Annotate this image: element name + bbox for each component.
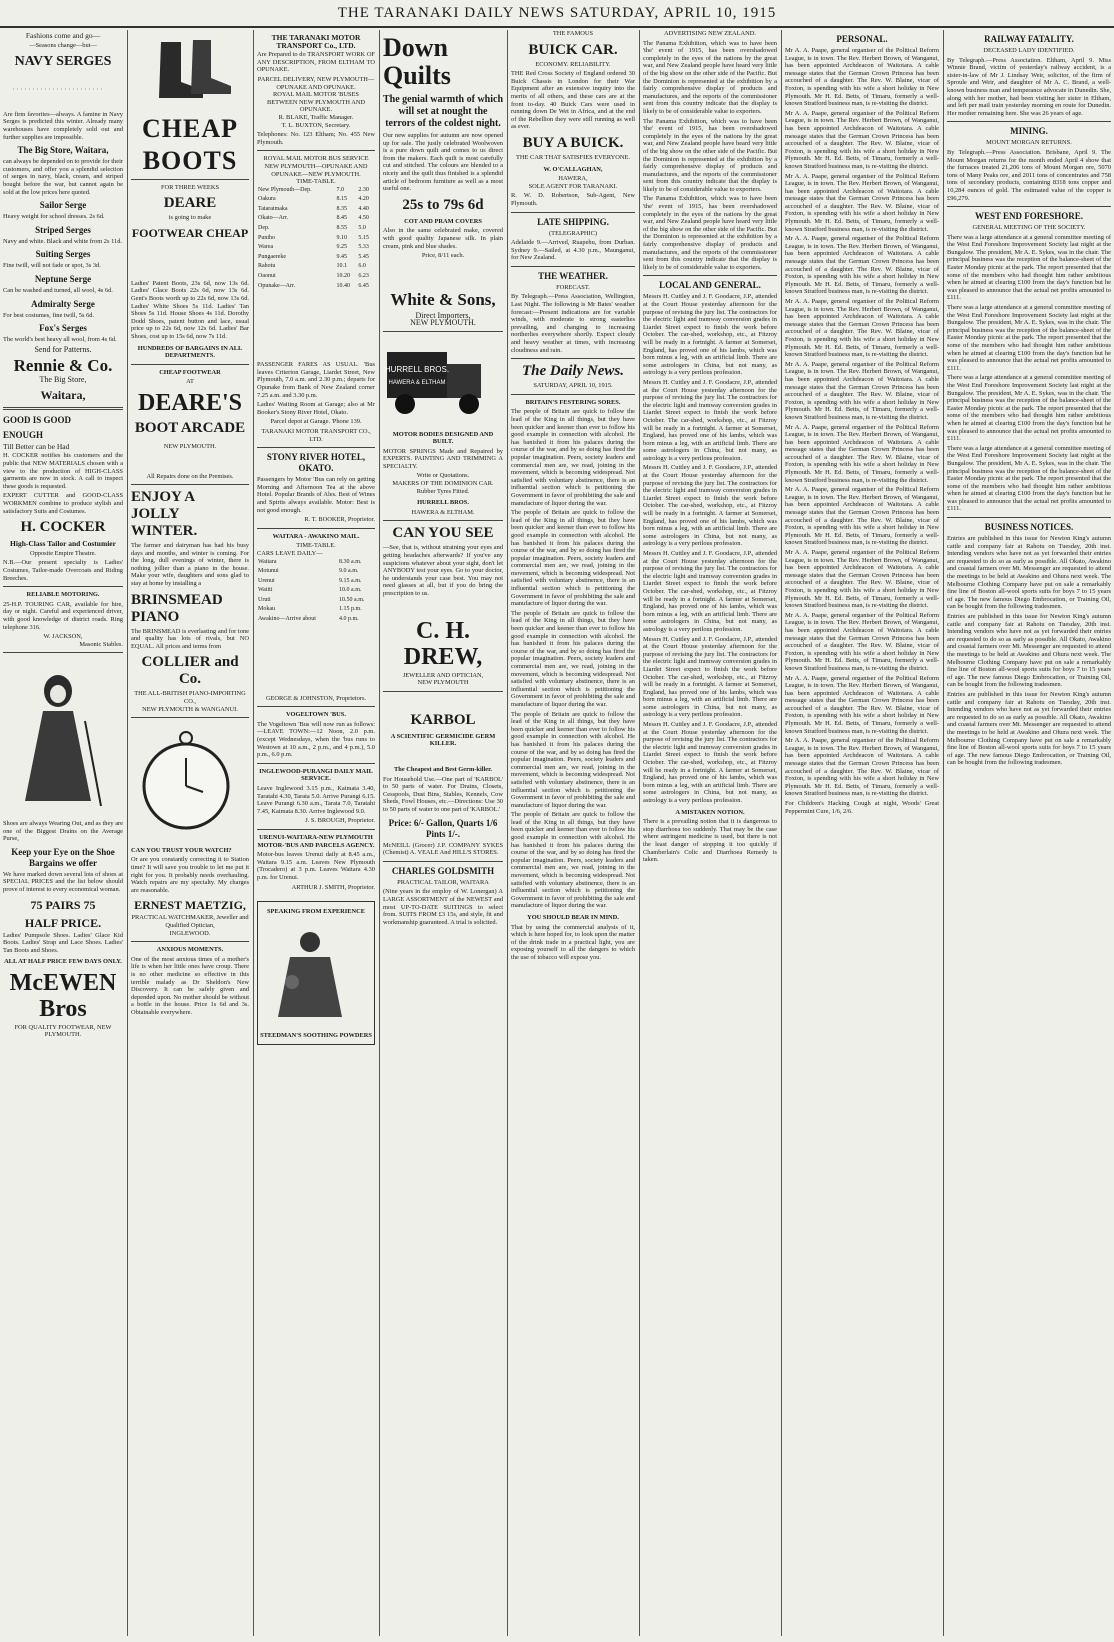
table-row: Tataraimaka 8.35 4.40 (258, 205, 369, 212)
parcel-delivery: PARCEL DELIVERY, NEW PLYMOUTH—OPUNAKE AND OPUNAKE. (257, 75, 375, 91)
inglewood-text: Leave Inglewood 3.15 p.m., Kaimata 3.40, Taratahi 4.30, Tarata 5.0. Arrive Purangi 6.15. Leave Purangi 6.30 a.m., Tarata 7.0, Taratahi 7.45, Kaimata 8.30. Arrive Inglewood 9.0. (257, 785, 375, 815)
motor-name: W. JACKSON, (43, 633, 83, 641)
foreshore-text-3: There was a large attendance at a general committee meeting of the West End Foreshore Improvement Society last night at the Bungalow. The president, Mr A. E. Sykes, was in the chair. The principal business was the reception of the balance-sheet of the Easter Monday picnic at the park. The report presented that the some of the members who had thought him rather ambitious when he aimed at clearing £100 from the day's function but he was pleased to announce that the actual net profits amounted to £111. (947, 374, 1111, 443)
goldsmith-text: (Nine years in the employ of W. Lonergan) A LARGE ASSORTMENT of the NEWEST and most UP-TO-DATE SUITINGS to select from. SUITS FROM £3 15s, and style, fit and workmanship guaranteed. A trial is solicited. (383, 888, 503, 926)
cheap-footwear: CHEAP FOOTWEAR (159, 368, 221, 376)
rennie-store: The Big Store, (39, 375, 87, 385)
pocket-watch-icon (131, 726, 241, 836)
motor-addr: Masonic Stables. (79, 640, 123, 648)
buxton: T. L. BUXTON, Secretary. (281, 121, 351, 129)
bear-in-mind-text: That by using the commercial analysis of it, which is here hoped for, to look upon the matter of the drink trade in a practical light, you are exposing yourself to all the dangers to which the use of tobacco will expose you. (511, 923, 635, 961)
editorial-text-5: The people of Britain are quick to follow the lead of the King in all things, but they have been quicker and keener than ever to follow his good example in connection with alcohol. He has banished it from his palaces during the course of the war, and by so doing has fired the popular imagination. Peers, society leaders and commercial men are, we read, joining in the movement, which is becoming widespread. Not satisfied with voluntary abstinence, there is an influential section which is petitioning the Government in favor of prohibiting the sale and manufacture of liquor during the war. (511, 811, 635, 910)
karbol-agents: McNEILL (Grocer) J.P. COMPANY SYKES (Chemist) A. VEALE And HILL'S STORES. (383, 841, 503, 857)
goldsmith-name: CHARLES GOLDSMITH (391, 865, 495, 876)
business-text-2: Entries are published in this issue for Newton King's autumn cattle and company fair at Rahotu on Tuesday, 20th inst. Intending vendors who have not as yet forwarded their entries are requested to do so as early as possible. All Okato, Awakino and coastal farmers over Mt. Messenger are requested to attend the meetings to be held at Awakino and Ohura next week. The Melbourne Clothing Company have put on sale a remarkably fine line of Boston all-wool sports suits for boys 7 to 15 years of age. The new famous Diego Embrocation, or Training Oil, can be bought from the following tradesmen. (947, 613, 1111, 689)
business-text-3: Entries are published in this issue for Newton King's autumn cattle and company fair at Rahotu on Tuesday, 20th inst. Intending vendors who have not as yet forwarded their entries are requested to do so as early as possible. All Okato, Awakino and coastal farmers over Mt. Messenger are requested to attend the meetings to be held at Awakino and Ohura next week. The Melbourne Clothing Company have put on sale a remarkably fine line of Boston all-wool sports suits for boys 7 to 15 years of age. The new famous Diego Embrocation, or Training Oil, can be bought from the following tradesmen. (947, 690, 1111, 767)
local-text: Messrs H. Cuttley and J. F. Goodacre, J.P., attended at the Court House yesterday afternoon for the purpose of revising the jury list. The contractors for the electric light and tramway conversion grades in Liardet Street expect to finish the work before October. The car-shed, workshop, etc., at Fitzroy will be ready in a fortnight. A farmer at Somerset, England, has proved one of his lambs, which was born minus a leg, with an artificial limb. There are some astrologers in China, but not many, as astrology is a very perilous profession. (643, 293, 777, 377)
enjoy-winter: ENJOY A JOLLY WINTER. (131, 489, 198, 540)
navy-serges-heading: NAVY SERGES (14, 54, 112, 70)
bear-in-mind: YOU SHOULD BEAR IN MIND. (527, 914, 619, 921)
shoe-list: Ladies' Pumpsole Shoes. Ladies' Glace Kid Boots. Ladies' Strap and Lace Shoes. Ladies' Tan Boots and Shoes. (3, 931, 123, 954)
serge-name: Neptune Serge (34, 273, 92, 284)
serge-desc: The world's best heavy all wool, from 4s 6d. (3, 336, 117, 344)
inglewood-purangi: INGLEWOOD-PURANGI DAILY MAIL SERVICE. (259, 767, 373, 783)
repairs-note: All Repairs done on the Premises. (146, 472, 234, 480)
karbol-use: For Household Use.—One part of 'KARBOL' to 50 parts of water. For Drains, Closets, Cesspools, Dust Bins, Stables, Kennels, Cow Sheds, Fowl Houses, etc.—Directions: Use 30 to 50 parts of water to one part of 'KARBOL.' (383, 775, 503, 813)
table-row: Mokau 1.15 p.m. (258, 606, 362, 613)
karbol-sub: A SCIENTIFIC GERMICIDE GERM KILLER. (390, 732, 496, 748)
pram-covers: COT AND PRAM COVERS (404, 217, 482, 225)
boots-illustration-icon (131, 34, 241, 104)
personal-text-12: Mr A. A. Paape, general organiser of the Political Reform League, is in town. The Rev. Herbert Brown, of Wanganui, has been appointed Archdeacon of Waitotara. A cable message states that the German Crown Princess has been accouched of a daughter. The Rev. W. Blaine, vicar of Foxton, is spending with his wife a short holiday in New Plymouth. Mr H. Ed. Betts, of Timaru, formerly a well-known Stratford business man, is re-visiting the district. (785, 737, 939, 798)
buy-a-buick: BUY A BUICK. (522, 134, 624, 151)
deare-town: NEW PLYMOUTH. (163, 442, 217, 450)
trust-text: Or are you constantly correcting it to Station time? It will save you trouble to let me put it right for you. It probably needs overhauling. Watch repairs are my specialty. My charges are reasonable. (131, 856, 249, 894)
table-row: Warea 9.25 5.33 (258, 244, 369, 251)
serge-name: Suiting Serges (35, 249, 91, 260)
ladies-waiting: Ladies' Waiting Room at Garage; also at Mr Booker's Stony River Hotel, Okato. (257, 401, 375, 416)
blake: R. BLAKE, Traffic Manager. (278, 113, 354, 121)
advertising-text: The Panama Exhibition, which was to have been 'the' event of 1915, has been overshadowed completely in the eyes of the nations by the great war, and New Zealand people have heard very little of the big show on the other side of the Pacific. But the Dominion is represented at the exhibition by a fairly comprehensive display of products and manufactures, and the reports of the commissioner sent from this country indicate that the display is likely to be of considerable value to exporters. (643, 39, 777, 115)
local-text-6: Messrs H. Cuttley and J. F. Goodacre, J.P., attended at the Court House yesterday afternoon for the purpose of revising the jury list. The contractors for the electric light and tramway conversion grades in Liardet Street expect to finish the work before October. The car-shed, workshop, etc., at Fitzroy will be ready in a fortnight. A farmer at Somerset, England, has proved one of his lambs, which was born minus a leg, with an artificial limb. There are some astrologers in China, but not many, as astrology is a very perilous profession. (643, 721, 777, 804)
local-text-4: Messrs H. Cuttley and J. F. Goodacre, J.P., attended at the Court House yesterday afternoon for the purpose of revising the jury list. The contractors for the electric light and tramway conversion grades in Liardet Street expect to finish the work before October. The car-shed, workshop, etc., at Fitzroy will be ready in a fortnight. A farmer at Somerset, England, has proved one of his lambs, which was born minus a leg, with an artificial limb. There are some astrologers in China, but not many, as astrology is a very perilous profession. (643, 550, 777, 633)
fashion-intro-2: —Seasons change—but— (29, 41, 97, 49)
table-row: New Plymouth—Dep. 7.0 2.30 (258, 186, 369, 193)
table-row: Rahotu 10.1 6.0 (258, 263, 366, 270)
advertising-text-2: The Panama Exhibition, which was to have been 'the' event of 1915, has been overshadowed completely in the eyes of the nations by the great war, and New Zealand people have heard very little of the big show on the other side of the Pacific. But the Dominion is represented at the exhibition by a fairly comprehensive display of products and manufactures, and the reports of the commissioner sent from this country indicate that the display is likely to be of considerable value to exporters. (643, 117, 777, 193)
personal-text: Mr A. A. Paape, general organiser of the Political Reform League, is in town. The Rev. Herbert Brown, of Wanganui, has been appointed Archdeacon of Waitotara. A cable message states that the German Crown Princess has been accouched of a daughter. The Rev. W. Blaine, vicar of Foxton, is spending with his wife a short holiday in New Plymouth. Mr H. Ed. Betts, of Timaru, formerly a well-known Stratford business man, is re-visiting the district. (785, 47, 939, 108)
deares-heading: DEARE'S (137, 389, 243, 416)
serge-desc: Navy and white. Black and white from 2s 11d. (3, 237, 123, 245)
vogeltown-text: The Vogeltown 'Bus will now run as follows:—LEAVE TOWN:—12 Noon, 2.0 p.m. (except Wednesdays, when the 'bus runs to Westown at 10 a.m., 2 p.m., and 4 p.m.), 5.0 p.m., 6.0 p.m. (257, 720, 375, 759)
advertising-nz: ADVERTISING NEW ZEALAND. (664, 30, 756, 37)
collier-name: COLLIER and Co. (141, 654, 239, 688)
column-7 (782, 30, 942, 1636)
pram-price: Price, 8/11 each. (421, 252, 465, 260)
motor-head: RELIABLE MOTORING. (26, 591, 100, 599)
column-2 (128, 30, 252, 1636)
fashion-intro: Fashions come and go— (25, 31, 101, 40)
white-sub: Direct Importers, (415, 310, 471, 320)
tmt-title: THE TARANAKI MOTOR TRANSPORT Co., LTD. (271, 33, 361, 50)
editorial-text-2: The people of Britain are quick to follow the lead of the King in all things, but they have been quicker and keener than ever to follow his good example in connection with alcohol. He has banished it from his palaces during the course of the war, and by so doing has fired the popular imagination. Peers, society leaders and commercial men are, we read, joining in the movement, which is becoming widespread. Not satisfied with voluntary abstinence, there is an influential section which is petitioning the Government in favor of prohibiting the sale and manufacture of liquor during the war. (511, 509, 635, 608)
navy-serges-text: Are firm favorites—always. A famine in Navy Serges is predicted this winter. Already many warehouses have completely sold out and further supplies are impossible. (3, 110, 123, 141)
personal-heading: PERSONAL. (836, 34, 888, 44)
ocallaghan-town: HAWERA, (558, 175, 588, 183)
drew-name: C. H. DREW, (403, 617, 483, 670)
rennie-name: Rennie & Co. (13, 356, 113, 376)
waitara-tt: TIME-TABLE. (296, 542, 336, 550)
truck-sign: HURRELL BROS. (384, 364, 450, 374)
brough: J. S. BROUGH, Proprietor. (305, 817, 375, 825)
railway-fatality: RAILWAY FATALITY. (984, 34, 1074, 44)
cocker-cutter: EXPERT CUTTER and GOOD-CLASS WORKMEN combine to produce stylish and satisfactory Suits and Costumes. (3, 492, 123, 515)
at-label: AT (186, 378, 194, 386)
serge-name: Sailor Serge (39, 200, 87, 211)
sole-agent: SOLE AGENT FOR TARANAKI. (528, 182, 618, 190)
buick-tag: ECONOMY. RELIABILITY. (535, 60, 611, 68)
enjoy-text: The farmer and dairyman has had his busy days and months, and winter is coming. For the long, dull evenings of winter, there is nothing jollier than a piano in the house. Make your wife, daughters and sons glad to stay at home by installing a (131, 542, 249, 588)
timetable-label: TIME-TABLE. (296, 178, 336, 186)
local-text-2: Messrs H. Cuttley and J. F. Goodacre, J.P., attended at the Court House yesterday afternoon for the purpose of revising the jury list. The contractors for the electric light and tramway conversion grades in Liardet Street expect to finish the work before October. The car-shed, workshop, etc., at Fitzroy will be ready in a fortnight. A farmer at Somerset, England, has proved one of his lambs, which was born minus a leg, with an artificial limb. There are some astrologers in China, but not many, as astrology is a very perilous profession. (643, 378, 777, 462)
local-general: LOCAL AND GENERAL. (659, 280, 761, 291)
rubber-tyres: Rubber Tyres Fitted. (416, 487, 470, 495)
column-1 (0, 30, 126, 1636)
anxious-text: One of the most anxious times of a mother's life is when her little ones have croup. There is no other medicine so effective in this terrible malady as Dr Sheldon's New Discovery. It can be safely given and depended upon. No mother should be without a bottle in the house. Price 1s 6d and 3s. Obtainable everywhere. (131, 955, 249, 1016)
cocker-text: H. COCKER notifies his customers and the public that NEW MATERIALS chosen with a view to the production of HIGH-CLASS garments are now in stock. A call to inspect these goods is requested. (3, 452, 123, 490)
stony-text: Passengers by Motor 'Bus can rely on getting Morning and Afternoon Tea at the above Hotel. Popular Brands of Ales. Best of Wines and Spirits always available. Motor: Best is not good enough. (257, 476, 375, 514)
collier-sub: THE ALL-BRITISH PIANO-IMPORTING CO., (134, 690, 246, 706)
arthur-smith: ARTHUR J. SMITH, Proprietor. (291, 883, 375, 891)
personal-text-3: Mr A. A. Paape, general organiser of the Political Reform League, is in town. The Rev. Herbert Brown, of Wanganui, has been appointed Archdeacon of Waitotara. A cable message states that the German Crown Princess has been accouched of a daughter. The Rev. W. Blaine, vicar of Foxton, is spending with his wife a short holiday in New Plymouth. Mr H. Ed. Betts, of Timaru, formerly a well-known Stratford business man, is re-visiting the district. (785, 172, 939, 233)
personal-text-6: Mr A. A. Paape, general organiser of the Political Reform League, is in town. The Rev. Herbert Brown, of Wanganui, has been appointed Archdeacon of Waitotara. A cable message states that the German Crown Princess has been accouched of a daughter. The Rev. W. Blaine, vicar of Foxton, is spending with his wife a short holiday in New Plymouth. Mr H. Ed. Betts, of Timaru, formerly a well-known Stratford business man, is re-visiting the district. (785, 360, 939, 421)
column-5 (508, 30, 638, 1636)
shipping-text: Adelaide 9.—Arrived, Ruapehu, from Durban. Sydney 9.—Sailed, at 4.30 p.m., Maunganui, for New Zealand. (511, 239, 635, 262)
awakino-timetable (257, 558, 375, 625)
column-4 (380, 30, 506, 1636)
satisfies: THE CAR THAT SATISFIES EVERYONE. (516, 153, 630, 161)
truck-sign-sub: HAWERA & ELTHAM (388, 379, 446, 386)
serge-name: Admiralty Serge (31, 298, 95, 309)
personal-text-2: Mr A. A. Paape, general organiser of the Political Reform League, is in town. The Rev. Herbert Brown, of Wanganui, has been appointed Archdeacon of Waitotara. A cable message states that the German Crown Princess has been accouched of a daughter. The Rev. W. Blaine, vicar of Foxton, is spending with his wife a short holiday in New Plymouth. Mr H. Ed. Betts, of Timaru, formerly a well-known Stratford business man, is re-visiting the district. (785, 109, 939, 170)
footwear-cheap: FOOTWEAR CHEAP (131, 225, 249, 240)
cocker-sub: High-Class Tailor and Costumier (10, 539, 116, 549)
column-8 (944, 30, 1114, 1636)
drew-addr: NEW PLYMOUTH (417, 679, 469, 687)
ocallaghan: W. O'CALLAGHAN, (543, 165, 603, 173)
editorial-text-4: The people of Britain are quick to follow the lead of the King in all things, but they have been quicker and keener than ever to follow his good example in connection with alcohol. He has banished it from his palaces during the course of the war, and by so doing has fired the popular imagination. Peers, society leaders and commercial men are, we read, joining in the movement, which is becoming widespread. Not satisfied with voluntary abstinence, there is an influential section which is petitioning the Government in favor of prohibiting the sale and manufacture of liquor during the war. (511, 710, 635, 809)
personal-text-5: Mr A. A. Paape, general organiser of the Political Reform League, is in town. The Rev. Herbert Brown, of Wanganui, has been appointed Archdeacon of Waitotara. A cable message states that the German Crown Princess has been accouched of a daughter. The Rev. W. Blaine, vicar of Foxton, is spending with his wife a short holiday in New Plymouth. Mr H. Ed. Betts, of Timaru, formerly a well-known Stratford business man, is re-visiting the district. (785, 298, 939, 359)
brinsmead-heading: BRINSMEAD PIANO (131, 591, 223, 625)
weather-text: By Telegraph.—Press Association, Wellington, Last Night. The following is Mr Bates' weather forecast:—Present indications are for variable winds, with moderate to strong easterlies prevailing, and changing to increasing northerlies everywhere shortly. Expect cloudy and heavy weather at times, with increasing cloudiness and rain. (511, 293, 635, 354)
mistaken-notion: A MISTAKEN NOTION. (675, 808, 745, 816)
vogeltown-bus: VOGELTOWN 'BUS. (286, 711, 346, 719)
deare-price-list: Ladies' Patent Boots, 23s 6d, now 13s 6d. Ladies' Glace Boots 22s 6d, now 13s 6d. Gent's Boots worth up to 22s 6d, now 13s 6d. Ladies' White Shoes 5s 11d. Ladies' Tan Shoes 5s 11d. House Shoes 4s 11d. Dorothy Dodd Shoes, patent button and lace, usual price up to 22s 6d, now 12s 6d. Ladies' Bar Shoes, cost up to 15s 6d, now 7s 11d. (131, 279, 249, 340)
subagent: R. W. D. Robertson, Sub-Agent, New Plymouth. (511, 192, 635, 207)
good-is-good: GOOD IS GOOD (3, 414, 72, 425)
shoes-text: Shoes are always Wearing Out, and as they are one of the Biggest Drains on the Average Purse, (3, 819, 123, 843)
table-row: Waitara 8.30 a.m. (258, 558, 362, 565)
rennie-town: Waitara, (40, 387, 86, 402)
urenui-agency: URENUI-WAITARA-NEW PLYMOUTH MOTOR-'BUS AND PARCELS AGENCY. (257, 833, 375, 849)
speaking-experience: SPEAKING FROM EXPERIENCE (267, 908, 365, 916)
table-row: Motunui 9.0 a.m. (258, 568, 359, 575)
personal-text-7: Mr A. A. Paape, general organiser of the Political Reform League, is in town. The Rev. Herbert Brown, of Wanganui, has been appointed Archdeacon of Waitotara. A cable message states that the German Crown Princess has been accouched of a daughter. The Rev. W. Blaine, vicar of Foxton, is spending with his wife a short holiday in New Plymouth. Mr H. Ed. Betts, of Timaru, formerly a well-known Stratford business man, is re-visiting the district. (785, 423, 939, 484)
anxious-heading: ANXIOUS MOMENTS. (156, 946, 224, 954)
personal-text-9: Mr A. A. Paape, general organiser of the Political Reform League, is in town. The Rev. Herbert Brown, of Wanganui, has been appointed Archdeacon of Waitotara. A cable message states that the German Crown Princess has been accouched of a daughter. The Rev. W. Blaine, vicar of Foxton, is spending with his wife a short holiday in New Plymouth. Mr H. Ed. Betts, of Timaru, formerly a well-known Stratford business man, is re-visiting the district. (785, 549, 939, 610)
cocker-note: N.B.—Our present specialty is Ladies' Costumes, Tailor-made Overcoats and Riding Breeches. (3, 559, 123, 582)
brinsmead-text: The BRINSMEAD is everlasting and for tone and quality has lots of rivals, but NO EQUAL. All prices and terms from (131, 627, 249, 650)
karbol-heading: KARBOL (410, 711, 476, 728)
table-row: Opunake—Arr. 10.40 6.45 (258, 282, 369, 289)
see-text: —See, that is, without straining your eyes and getting headaches afterwards? If you've any suspicions whatever about your sight, don't let ANYBODY test your eyes. Go to your doctor, he understands your case best. You may not need glasses at all, but if you do bring the prescription to us. (383, 544, 503, 597)
telephones: Telephones: No. 123 Eltham; No. 455 New Plymouth. (257, 131, 375, 146)
opunake-timetable (257, 186, 375, 292)
tmt-text: Are Prepared to do TRANSPORT WORK OF ANY DESCRIPTION, FROM ELTHAM TO OPUNAKE. (257, 51, 375, 74)
hundreds-bargains: HUNDREDS OF BARGAINS IN ALL DEPARTMENTS. (137, 344, 243, 360)
foreshore-text-2: There was a large attendance at a general committee meeting of the West End Foreshore Improvement Society last night at the Bungalow. The president, Mr A. E. Sykes, was in the chair. The principal business was the reception of the balance-sheet of the Easter Monday picnic at the park. The report presented that the some of the members who had thought him rather ambitious when he aimed at clearing £100 from the day's function but he was pleased to announce that the actual net profits amounted to £111. (947, 304, 1111, 372)
business-text: Entries are published in this issue for Newton King's autumn cattle and company fair at Rahotu on Tuesday, 20th inst. Intending vendors who have not as yet forwarded their entries are requested to do so as early as possible. All Okato, Awakino and coastal farmers over Mt. Messenger are requested to attend the meetings to be held at Awakino and Ohura next week. The Melbourne Clothing Company have put on sale a remarkably fine line of Boston all-wool sports suits for boys 7 to 15 years of age. The new famous Diego Embrocation, or Training Oil, can be bought from the following tradesmen. (947, 535, 1111, 611)
booker: R. T. BOOKER, Proprietor. (304, 516, 375, 524)
table-row: Oakura 8.15 4.20 (258, 196, 369, 203)
serge-name: Striped Serges (35, 224, 91, 235)
drew-sub: JEWELLER AND OPTICIAN, (402, 671, 484, 679)
seventy-five-pairs: 75 PAIRS 75 (30, 897, 96, 912)
hurrell-addr: HAWERA & ELTHAM. (411, 508, 475, 516)
white-sons: White & Sons, (390, 289, 496, 309)
personal-text-4: Mr A. A. Paape, general organiser of the Political Reform League, is in town. The Rev. Herbert Brown, of Wanganui, has been appointed Archdeacon of Waitotara. A cable message states that the German Crown Princess has been accouched of a daughter. The Rev. W. Blaine, vicar of Foxton, is spending with his wife a short holiday in New Plymouth. Mr H. Ed. Betts, of Timaru, formerly a well-known Stratford business man, is re-visiting the district. (785, 235, 939, 296)
dots-divider-icon (3, 76, 113, 102)
editorial-text-3: The people of Britain are quick to follow the lead of the King in all things, but they have been quicker and keener than ever to follow his good example in connection with alcohol. He has banished it from his palaces during the course of the war, and by so doing has fired the popular imagination. Peers, society leaders and commercial men are, we read, joining in the movement, which is becoming widespread. Not satisfied with voluntary abstinence, there is an influential section which is petitioning the Government in favor of prohibiting the sale and manufacture of liquor during the war. (511, 609, 635, 708)
passenger-fares: PASSENGER FARES AS USUAL. 'Bus leaves Criterion Garage, Liardet Street, New Plymouth, 7.0 a.m. and 2.30 p.m.; departs for Opunake from Bank of New Zealand corner 7.25 a.m. and 3.30 p.m. (257, 361, 375, 399)
boots-heading: BOOTS (142, 145, 238, 175)
mcewen-sub: FOR QUALITY FOOTWEAR, NEW PLYMOUTH. (14, 1023, 112, 1039)
table-row: Waiiti 10.0 a.m. (258, 587, 362, 594)
till-better: Till Better can be Had (3, 441, 70, 451)
mount-morgan: MOUNT MORGAN RETURNS. (986, 139, 1072, 147)
editorial-title: BRITAIN'S FESTERING SORES. (525, 398, 621, 406)
personal-text-10: Mr A. A. Paape, general organiser of the Political Reform League, is in town. The Rev. Herbert Brown, of Wanganui, has been appointed Archdeacon of Waitotara. A cable message states that the German Crown Princess has been accouched of a daughter. The Rev. W. Blaine, vicar of Foxton, is spending with his wife a short holiday in New Plymouth. Mr H. Ed. Betts, of Timaru, formerly a well-known Stratford business man, is re-visiting the district. (785, 611, 939, 672)
masthead: THE TARANAKI DAILY NEWS SATURDAY, APRIL 10, 1915 (0, 0, 1114, 28)
cocker-addr: Opposite Empire Theatre. (29, 549, 97, 557)
mcewen-bros: McEWEN Bros (9, 969, 117, 1022)
bus-service: ROYAL MAIL MOTOR BUS SERVICE NEW PLYMOUTH—OPUNAKE AND OPUNAKE—NEW PLYMOUTH. (263, 155, 369, 178)
serge-desc: Can be washed and turned, all wool, 4s 6d. (3, 286, 113, 294)
karbol-price: Price: 6/- Gallon, Quarts 1/6 Pints 1/-. (388, 817, 498, 839)
cocker-name: H. COCKER (20, 519, 106, 536)
buick-text: THE Red Cross Society of England ordered 30 Buick Chassis in London for their War Equipment after an extensive inquiry into the merits of all others, and these cars are at the front to-day. 40 Buick Cars were used in running down De Wet in Africa, and at the end of the Rebellion they were still running as well as ever. (511, 70, 635, 131)
business-notices: BUSINESS NOTICES. (984, 522, 1074, 533)
column-3 (254, 30, 378, 1636)
personal-text-11: Mr A. A. Paape, general organiser of the Political Reform League, is in town. The Rev. Herbert Brown, of Wanganui, has been appointed Archdeacon of Waitotara. A cable message states that the German Crown Princess has been accouched of a daughter. The Rev. W. Blaine, vicar of Foxton, is spending with his wife a short holiday in New Plymouth. Mr H. Ed. Betts, of Timaru, formerly a well-known Stratford business man, is re-visiting the district. (785, 674, 939, 735)
foreshore-text-4: There was a large attendance at a general committee meeting of the West End Foreshore Improvement Society last night at the Bungalow. The president, Mr A. E. Sykes, was in the chair. The principal business was the reception of the balance-sheet of the Easter Monday picnic at the park. The report presented that the some of the members who had thought him rather ambitious when he aimed at clearing £100 from the day's function but he was pleased to announce that the actual net profits amounted to £111. (947, 444, 1111, 513)
childrens-cough: For Children's Hacking Cough at night, Woods' Great Peppermint Cure, 1/6, 2/6. (785, 800, 939, 815)
three-weeks: FOR THREE WEEKS (161, 183, 219, 191)
maetzig-addr: INGLEWOOD. (169, 929, 211, 937)
buick-car: BUICK CAR. (528, 41, 618, 58)
bodies-text: MOTOR SPRINGS Made and Repaired by EXPERTS. PAINTING AND TRIMMING A SPECIALTY. (383, 447, 503, 470)
can-you-see: CAN YOU SEE (392, 525, 494, 542)
column-6 (640, 30, 780, 1636)
railway-text: By Telegraph.—Press Association. Eltham, April 9. Miss Winnie Brand, victim of yesterday's railway accident, is a sister-in-law of Mr J. Lindsay Weir, solicitor, of the firm of Sproule and Weir, and daughter of Mr A. C. Brand, a well-known business man and temperance advocate in Dunedin. She, along with her mother, had been visiting her sister in Eltham, and left per mail train yesterday morning en route for Dunedin. Her mother remaining here. She was 26 years of age. (947, 56, 1111, 117)
dominion-car: MAKERS OF THE DOMINION CAR. (392, 480, 494, 488)
table-row: Dep. 8.55 5.0 (258, 225, 366, 232)
store-name: The Big Store, Waitara, (17, 145, 109, 156)
keep-eye: Keep your Eye on the Shoe Bargains we offer (11, 846, 115, 868)
goldsmith-tailor: PRACTICAL TAILOR, WAITARA (397, 878, 489, 886)
royal-mail: ROYAL MAIL MOTOR 'BUSES BETWEEN NEW PLYMOUTH AND OPUNAKE. (266, 91, 366, 114)
motor-text: 25-H.P. TOURING CAR, available for hire, day or night. Careful and experienced driver, with good knowledge of district roads. Ring telephone 316. (3, 600, 123, 631)
woman-with-umbrella-icon (3, 661, 113, 811)
maetzig-sub: PRACTICAL WATCHMAKER, Jeweller and Qualified Optician, (131, 914, 249, 929)
editorial-text: The people of Britain are quick to follow the lead of the King in all things, but they have been quicker and keener than ever to follow his good example in connection with alcohol. He has banished it from his palaces during the course of the war, and by so doing has fired the popular imagination. Peers, society leaders and commercial men are, we read, joining in the movement, which is becoming widespread. Not satisfied with voluntary abstinence, there is an influential section which is petitioning the Government in favor of prohibiting the sale and manufacture of liquor during the war. (511, 408, 635, 507)
motor-bodies: MOTOR BODIES DESIGNED AND BUILT. (392, 430, 494, 446)
mining-heading: MINING. (1010, 126, 1048, 137)
mistaken-text: There is a prevailing notion that it is dangerous to stop diarrhoea too suddenly. That may be the case where astringent medicine is used, but there is not the least danger of stopping it too quickly if Chamberlain's Colic and Diarrhoea Remedy is taken. (643, 818, 777, 864)
editorial-date: SATURDAY, APRIL 10, 1915. (533, 382, 613, 390)
deceased-lady: DECEASED LADY IDENTIFIED. (983, 47, 1075, 54)
telegraphic: (TELEGRAPHIC) (549, 229, 597, 237)
advertising-text-3: The Panama Exhibition, which was to have been 'the' event of 1915, has been overshadowed completely in the eyes of the nations by the great war, and New Zealand people have heard very little of the big show on the other side of the Pacific. But the Dominion is represented at the exhibition by a fairly comprehensive display of products and manufactures, and the reports of the commissioner sent from this country indicate that the display is likely to be of considerable value to exporters. (643, 195, 777, 271)
west-end-foreshore: WEST END FORESHORE. (974, 211, 1084, 222)
keep-text: We have marked down several lots of shoes at SPECIAL PRICES and the list below should prove of interest to every economical woman. (3, 870, 123, 893)
serge-desc: Fine twill, will not fade or spot, 3s 3d. (3, 262, 101, 270)
collier-addr: NEW PLYMOUTH & WANGANUI. (142, 705, 238, 713)
morgan-text: By Telegraph.—Press Association. Brisbane, April 9. The Mount Morgan returns for the month ended April 4 show that the furnaces treated 21,206 tons of Mount Morgan ore, 5070 tons of Many Peaks ore, and 2011 tons of concentrates and 758 tons of secondary products, containing 8318 tons copper and 10,284 ounces of gold. The estimated value of the copper is £96,279. (947, 148, 1111, 202)
table-row: Awakino—Arrive about 4.0 p.m. (258, 616, 359, 623)
table-row: Okato—Arr. 8.45 4.50 (258, 215, 369, 222)
steedmans: STEEDMAN'S SOOTHING POWDERS (260, 1032, 372, 1040)
serge-desc: Heavy weight for school dresses. 2s 6d. (3, 213, 105, 221)
down-text: Our new supplies for autumn are now opened up for sale. The justly celebrated Woolwoven is a pure down quilt and comes to us direct from the makers. Each quilt is most carefully cut and stitched. The colours are blended to a nicety and the quilt thus finished is a splendid article of bedroom furniture as well as a most useful one. (383, 132, 503, 193)
personal-text-8: Mr A. A. Paape, general organiser of the Political Reform League, is in town. The Rev. Herbert Brown, of Wanganui, has been appointed Archdeacon of Waitotara. A cable message states that the German Crown Princess has been accouched of a daughter. The Rev. W. Blaine, vicar of Foxton, is spending with his wife a short holiday in New Plymouth. Mr H. Ed. Betts, of Timaru, formerly a well-known Stratford business man, is re-visiting the district. (785, 486, 939, 547)
maetzig-name: ERNEST MAETZIG, (134, 898, 246, 913)
serge-name: Fox's Serges (39, 323, 87, 334)
foreshore-text: There was a large attendance at a general committee meeting of the West End Foreshore Improvement Society last night at the Bungalow. The president, Mr A. E. Sykes, was in the chair. The principal business was the reception of the balance-sheet of the Easter Monday picnic at the park. The report presented that the some of the members who had thought him rather ambitious when he aimed at clearing £100 from the day's function but he was pleased to announce that the actual net profits amounted to £111. (947, 233, 1111, 302)
table-row: Uruti 10.50 a.m. (258, 596, 365, 603)
pram-text: Also in the same celebrated make, covered with good quality Japanese silk. In plain cream, pink and blue shades. (383, 227, 503, 250)
boot-arcade: BOOT ARCADE (134, 419, 246, 436)
all-half-price: ALL AT HALF PRICE FEW DAYS ONLY. (4, 958, 122, 966)
the-famous: THE FAMOUS (552, 30, 594, 37)
write-quotations: Write or Quotations. (416, 472, 470, 480)
white-addr: NEW PLYMOUTH. (410, 318, 476, 328)
serge-desc: For best costumes, fine twill, 5s 6d. (3, 311, 95, 319)
cheap-heading: CHEAP (142, 113, 238, 143)
store-text: can always be depended on to provide for their customers, and offer you a splendid selection of serges in navy, black, cream, and striped bought before the war, but cannot again be sold at the low prices here quoted. (3, 158, 123, 196)
karbol-tag: The Cheapest and Best Germ-killer. (394, 765, 492, 773)
mother-and-child-icon (260, 922, 360, 1022)
table-row: Oaonui 10.20 6.23 (258, 273, 369, 280)
enough: ENOUGH (3, 429, 44, 440)
table-row: Pungaereke 9.45 5.45 (258, 253, 369, 260)
local-text-5: Messrs H. Cuttley and J. F. Goodacre, J.P., attended at the Court House yesterday afternoon for the purpose of revising the jury list. The contractors for the electric light and tramway conversion grades in Liardet Street expect to finish the work before October. The car-shed, workshop, etc., at Fitzroy will be ready in a fortnight. A farmer at Somerset, England, has proved one of his lambs, which was born minus a leg, with an artificial limb. There are some astrologers in China, but not many, as astrology is a very perilous profession. (643, 635, 777, 719)
down-quilts: Down Quilts (383, 33, 451, 90)
forecast: FORECAST. (556, 283, 590, 291)
the-weather: THE WEATHER. (538, 270, 608, 281)
send-patterns: Send for Patterns. (34, 344, 92, 354)
late-shipping: LATE SHIPPING. (537, 216, 609, 227)
urenui-text: Motor-bus leaves Urenui daily at 8.45 a.m., Waitara 9.15 a.m. Leaves New Plymouth (Trocadero) at 3 p.m. Leaves Waitara 4.30 p.m. for Urenui. (257, 851, 375, 881)
local-text-3: Messrs H. Cuttley and J. F. Goodacre, J.P., attended at the Court House yesterday afternoon for the purpose of revising the jury list. The contractors for the electric light and tramway conversion grades in Liardet Street expect to finish the work before October. The car-shed, workshop, etc., at Fitzroy will be ready in a fortnight. A farmer at Somerset, England, has proved one of his lambs, which was born minus a leg, with an artificial limb. There are some astrologers in China, but not many, as astrology is a very perilous profession. (643, 464, 777, 548)
general-meeting: GENERAL MEETING OF THE SOCIETY. (972, 224, 1086, 232)
waitara-awakino: WAITARA - AWAKINO MAIL. (272, 532, 360, 540)
george-johnston: GEORGE & JOHNSTON, Proprietors. (265, 694, 367, 702)
deare-heading: DEARE (163, 195, 217, 212)
table-row: Urenui 9.15 a.m. (258, 577, 362, 584)
half-price: HALF PRICE. (24, 915, 102, 930)
parcel-depot: Parcel depot at Garage. 'Phone 139. (270, 418, 362, 426)
table-row: Puniho 9.10 5.15 (258, 234, 369, 241)
delivery-truck-icon (383, 340, 501, 420)
cars-leave: CARS LEAVE DAILY— (257, 549, 323, 557)
stony-river: STONY RIVER HOTEL, OKATO. (266, 452, 366, 474)
quilt-price: 25s to 79s 6d (402, 196, 484, 213)
trust-watch: CAN YOU TRUST YOUR WATCH? (131, 846, 232, 854)
going-to-make: is going to make (168, 214, 212, 222)
down-sub: The genial warmth of which will set at nought the terrors of the coldest night. (383, 94, 503, 129)
tmt-co: TARANAKI MOTOR TRANSPORT CO., LTD. (261, 427, 371, 443)
serge-list (3, 200, 123, 344)
hurrell-bros: HURRELL BROS. (417, 499, 469, 507)
daily-news-nameplate: The Daily News. (521, 363, 625, 380)
